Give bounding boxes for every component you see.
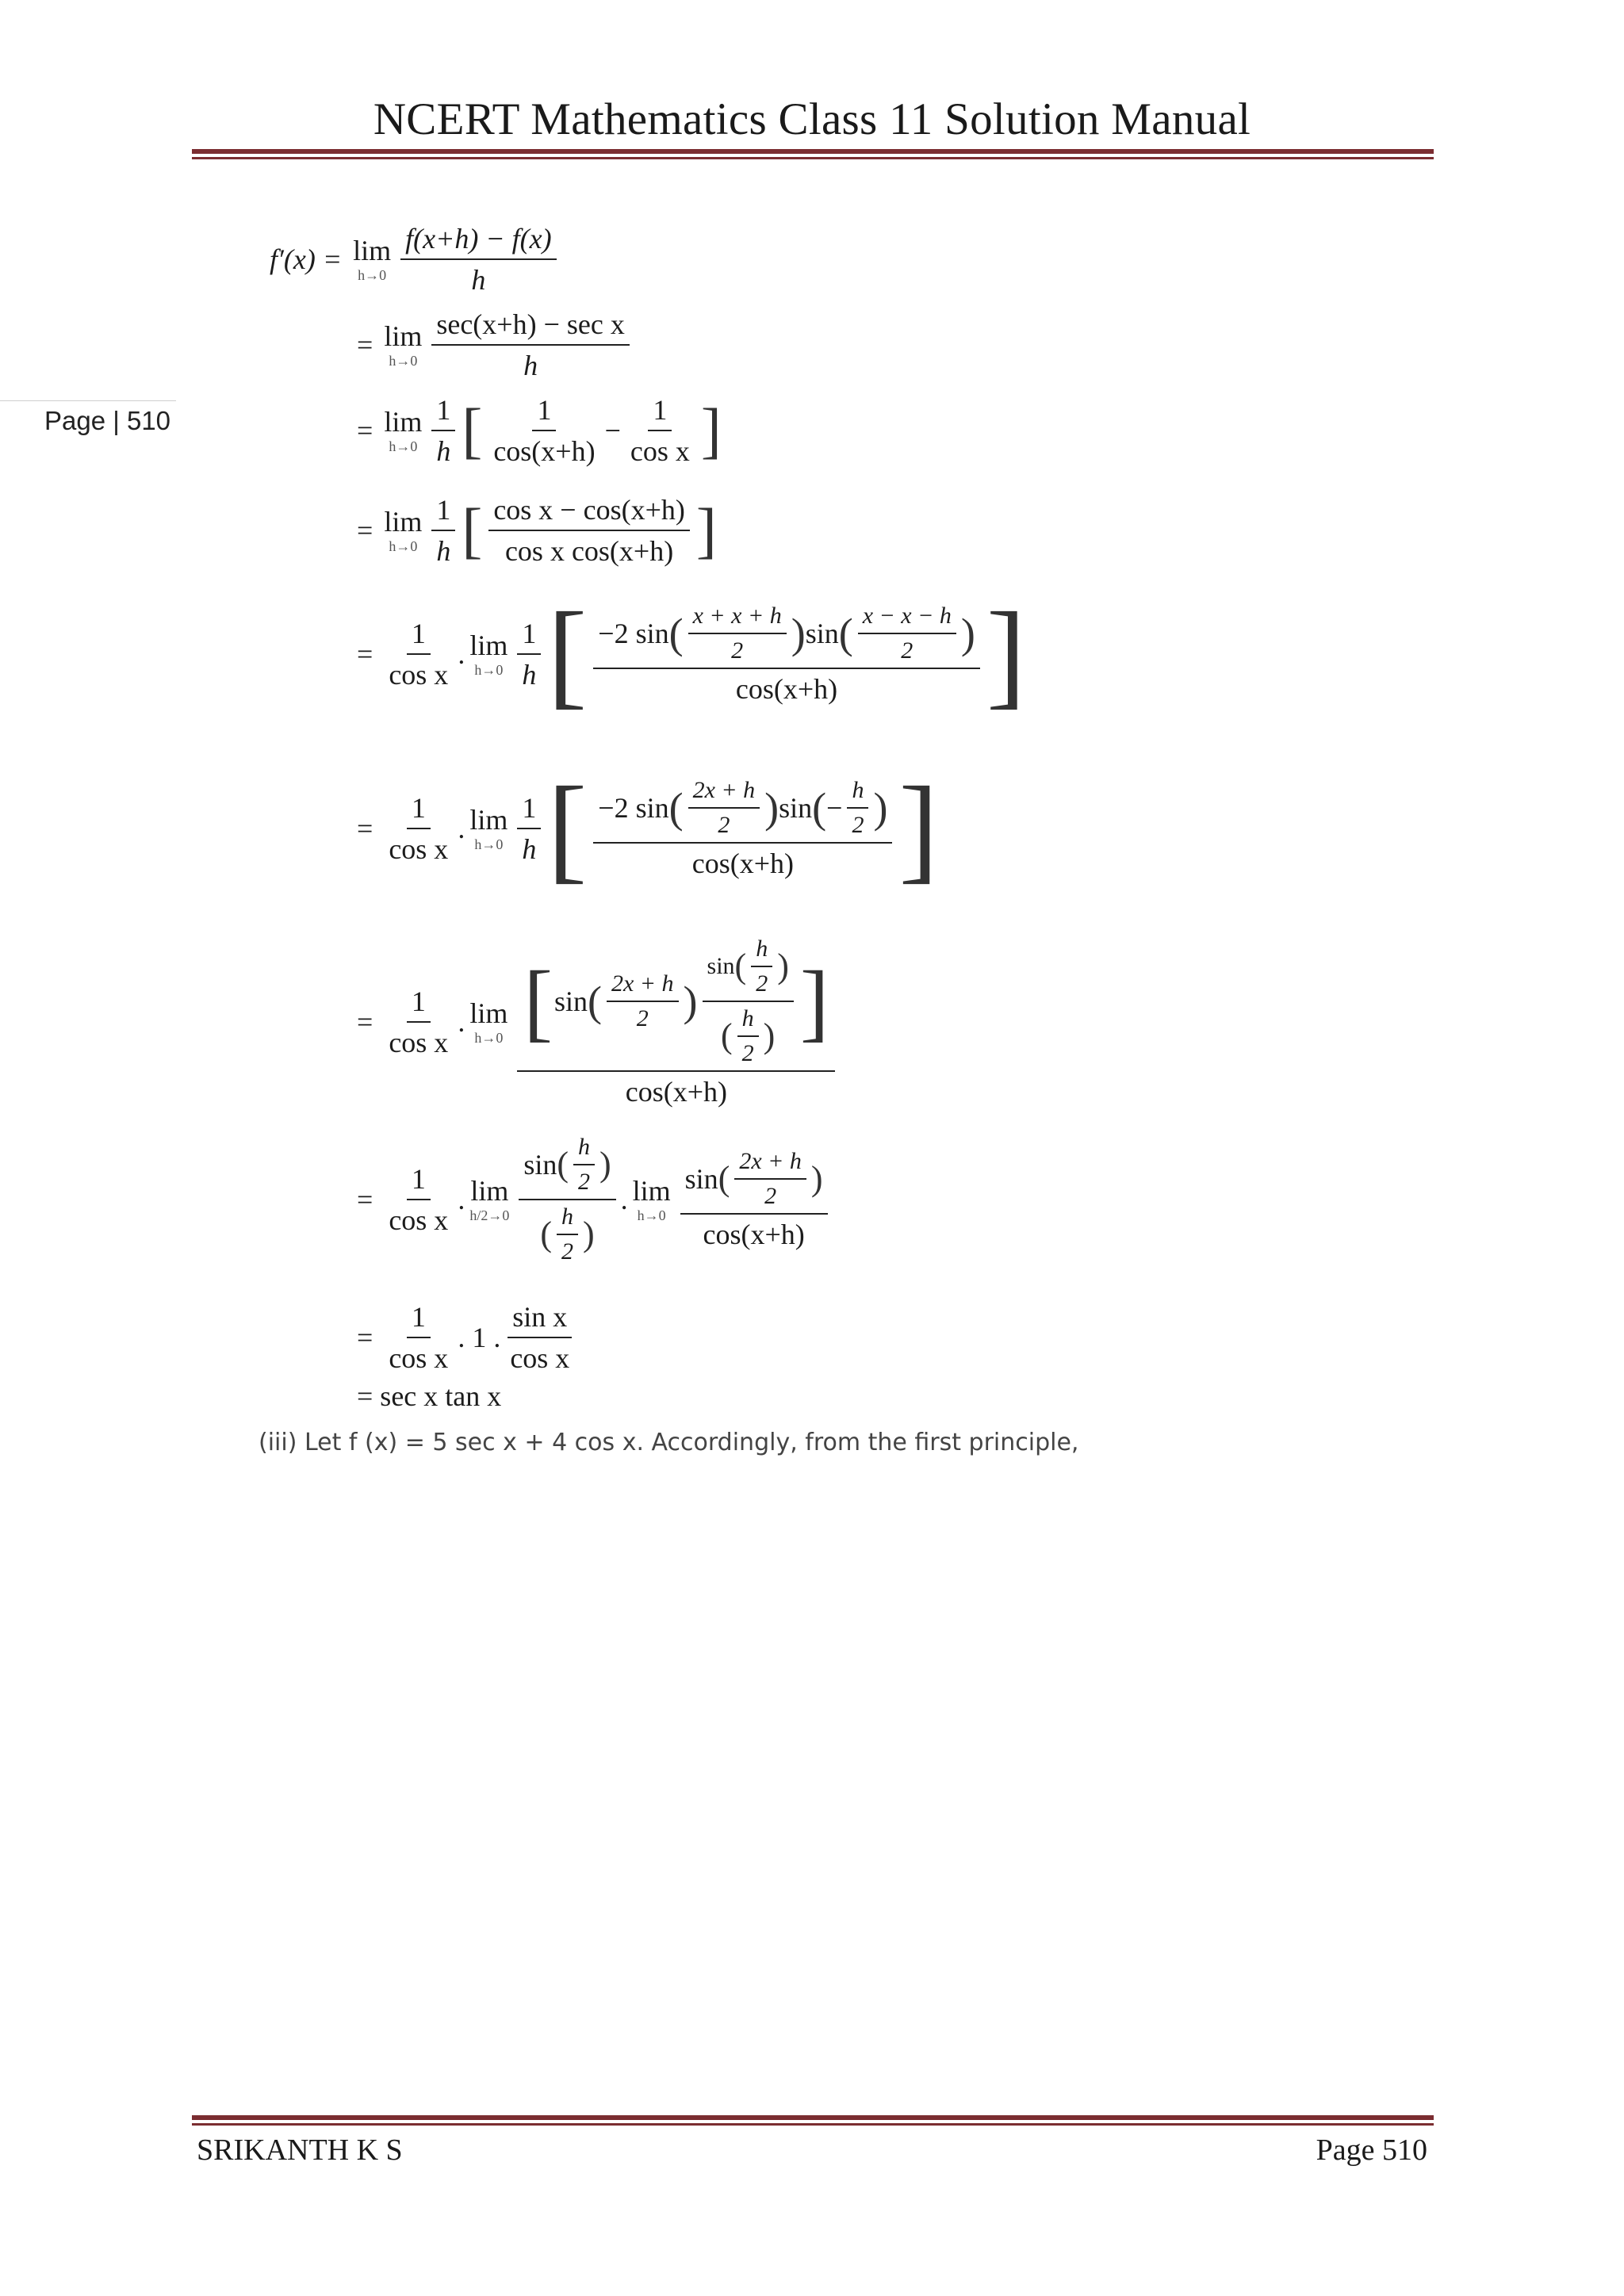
equals-sign: = — [357, 813, 373, 844]
numerator: 1 — [431, 393, 455, 431]
numerator: h — [751, 936, 772, 967]
lim-sub: h→0 — [389, 538, 418, 554]
numerator: 2x + h — [688, 777, 760, 809]
lim-sub: h→0 — [474, 662, 504, 678]
denominator: h — [436, 535, 451, 567]
lim-sub: h→0 — [389, 438, 418, 454]
derivation-line-8 — [357, 1134, 833, 1265]
derivation-line-10 — [357, 1380, 501, 1413]
one-over-h — [517, 791, 541, 866]
denominator: cos(x+h) — [691, 848, 794, 879]
limit-operator — [353, 236, 391, 282]
denominator: cos(x+h) — [703, 1219, 805, 1250]
limit-operator — [469, 806, 508, 851]
sin: sin — [684, 1163, 718, 1195]
fraction — [751, 936, 772, 997]
numerator: h — [557, 1203, 578, 1235]
numerator: −2 sin ( $\frac{2x + h}{2}$ ) sin ( − $\frac{h}{2}$ ) — [593, 777, 892, 844]
lim-text: lim — [469, 804, 508, 836]
numerator: sec(x+h) − sec x — [431, 308, 630, 346]
denominator: 2 — [578, 1169, 590, 1195]
derivative-lhs: f′(x) = — [270, 243, 343, 275]
numerator: 1 — [517, 791, 541, 829]
fraction — [858, 603, 956, 664]
derivation-line-4: = lim h→0 $\frac{1}{h}$ [ $\frac{\text{cos x − cos(x+h)}}{\text{cos x cos(x+h)}}$ ] — [357, 494, 717, 567]
denominator: 2 — [741, 1040, 754, 1066]
denominator: cos x — [630, 435, 690, 467]
numerator: cos x − cos(x+h) — [488, 493, 690, 531]
numerator: h — [847, 777, 868, 809]
minus-sign: − — [604, 415, 621, 446]
equals-sign: = — [357, 1322, 373, 1353]
limit-operator — [469, 631, 508, 677]
derivation-line-9 — [357, 1300, 579, 1375]
numerator: 1 — [407, 1162, 431, 1200]
one-over-cos — [384, 1162, 453, 1237]
fraction — [688, 777, 760, 839]
lim-text: lim — [632, 1175, 671, 1207]
equals-sign: = — [357, 329, 373, 361]
denominator: 2 — [731, 637, 744, 664]
sin: sin — [523, 1149, 557, 1181]
equals-sign: = — [357, 1184, 373, 1215]
fraction — [573, 1134, 595, 1196]
one-over-cos — [384, 1300, 453, 1375]
lim-text: lim — [353, 235, 392, 266]
denominator: h — [523, 350, 538, 381]
lim-sub: h→0 — [358, 267, 387, 283]
derivation-line-7 — [357, 936, 840, 1108]
side-tag-divider — [0, 400, 176, 401]
numerator: 1 — [532, 393, 556, 431]
page-header-title: NCERT Mathematics Class 11 Solution Manual — [373, 94, 1251, 144]
minus-sign: − — [826, 792, 843, 824]
denominator: cos x — [510, 1342, 570, 1374]
one-over-h — [517, 617, 541, 691]
lim-text: lim — [384, 320, 423, 352]
fraction — [519, 1134, 615, 1265]
numerator: 2x + h — [734, 1148, 806, 1180]
lim-sub: h→0 — [474, 836, 504, 852]
limit-operator — [384, 322, 422, 368]
numerator: −2 sin ( $\frac{x + x + h}{2}$ ) sin ( $\frac{x - x - h}{2}$ ) — [593, 603, 980, 669]
fraction — [680, 1148, 828, 1251]
denominator: cos x — [389, 1342, 449, 1374]
limit-operator — [633, 1177, 671, 1223]
denominator: cos x — [389, 833, 449, 865]
numerator: sin x — [508, 1300, 572, 1338]
denominator: cos(x+h) — [493, 435, 596, 467]
numerator: f(x+h) − f(x) — [400, 222, 557, 260]
denominator: 2 — [764, 1183, 777, 1209]
footer-rule-thin — [192, 2123, 1434, 2126]
dot: . — [458, 638, 465, 670]
lim-sub: h→0 — [389, 353, 418, 369]
denominator: ( $\frac{h}{2}$ ) — [540, 1203, 595, 1265]
denominator: cos x — [389, 1204, 449, 1236]
times-one: . 1 . — [458, 1322, 501, 1353]
numerator: sin ( $\frac{h}{2}$ ) — [703, 936, 794, 1002]
one-over-h — [431, 493, 455, 568]
lim-text: lim — [469, 629, 508, 661]
derivation-line-2 — [357, 308, 634, 382]
neg-two-sin: −2 sin — [598, 792, 669, 824]
denominator: ( $\frac{h}{2}$ ) — [721, 1005, 776, 1066]
numerator: 2x + h — [607, 970, 679, 1002]
dot: . — [458, 813, 465, 844]
neg-two-sin: −2 sin — [598, 618, 669, 649]
limit-operator — [384, 408, 422, 453]
dot: . — [458, 1184, 465, 1215]
sin: sin — [707, 953, 735, 979]
one-over-cos — [384, 617, 453, 691]
fraction — [593, 603, 980, 706]
numerator: x − x − h — [858, 603, 956, 634]
lim-text: lim — [470, 1175, 509, 1207]
numerator: sin ( $\frac{h}{2}$ ) — [519, 1134, 615, 1200]
numerator: 1 — [648, 393, 672, 431]
fraction — [557, 1203, 578, 1265]
denominator: 2 — [636, 1005, 649, 1031]
numerator: h — [573, 1134, 595, 1165]
fraction — [505, 1300, 574, 1375]
lim-sub: h→0 — [474, 1030, 504, 1046]
lim-text: lim — [384, 406, 423, 438]
side-page-tag: Page | 510 — [44, 406, 171, 435]
limit-operator — [384, 507, 422, 553]
fraction — [847, 777, 868, 839]
denominator: 2 — [718, 812, 730, 838]
derivation-line-5: = $\frac{1}{\text{cos x}}$ . lim h→0 $\frac{1}{h}$ [ −2 sin ( $\frac{x + x + h}{2}$ ) sin ( $\frac{x - x - h}{2}$ ) cos(x+h) ] — [357, 588, 1026, 720]
fraction — [607, 970, 679, 1032]
numerator: 1 — [517, 617, 541, 655]
footer-author: SRIKANTH K S — [197, 2133, 403, 2167]
fraction — [734, 1148, 806, 1210]
denominator: cos(x+h) — [625, 1076, 728, 1108]
problem-statement: (iii) Let f (x) = 5 sec x + 4 cos x. Accordingly, from the first principle, — [259, 1429, 1079, 1456]
denominator: 2 — [561, 1238, 573, 1265]
denominator: cos(x+h) — [735, 673, 838, 705]
lim-text: lim — [469, 997, 508, 1029]
denominator: 2 — [901, 637, 914, 664]
numerator: h — [737, 1005, 759, 1037]
denominator: cos x — [389, 659, 449, 691]
numerator: sin ( $\frac{2x + h}{2}$ ) — [680, 1148, 828, 1215]
limit-operator — [469, 1177, 509, 1223]
equals-sign: = — [357, 638, 373, 670]
limit-operator — [469, 999, 508, 1045]
fraction — [431, 308, 630, 382]
dot: . — [620, 1184, 628, 1215]
denominator: cos x cos(x+h) — [504, 535, 674, 567]
one-over-h — [431, 393, 455, 468]
numerator: 1 — [407, 617, 431, 655]
numerator: 1 — [407, 1300, 431, 1338]
derivation-line-6: = $\frac{1}{\text{cos x}}$ . lim h→0 $\frac{1}{h}$ [ −2 sin ( $\frac{2x + h}{2}$ ) sin ( − $\frac{h}{2}$ ) cos(x+h) ] — [357, 763, 939, 894]
numerator: [ sin ( $\frac{2x + h}{2}$ ) sin ( $\frac{h}{2}$ ) ( $\frac{h}{2}$ ) ] — [517, 936, 835, 1072]
equals-sign: = — [357, 415, 373, 446]
lim-sub: h→0 — [637, 1207, 666, 1223]
fraction — [703, 936, 794, 1067]
denominator: 2 — [852, 812, 864, 838]
equals-sign: = — [357, 515, 373, 546]
fraction — [400, 222, 557, 297]
fraction — [593, 777, 892, 880]
fraction — [517, 936, 835, 1108]
lim-text: lim — [384, 506, 423, 538]
denominator: 2 — [756, 970, 768, 997]
header-rule — [192, 149, 1434, 154]
sin: sin — [779, 792, 813, 824]
fraction — [488, 493, 690, 568]
fraction — [737, 1005, 759, 1067]
numerator: 1 — [407, 985, 431, 1023]
fraction — [626, 393, 695, 468]
lim-sub: h/2→0 — [469, 1207, 510, 1223]
numerator: x + x + h — [688, 603, 787, 634]
sin: sin — [805, 618, 839, 649]
denominator: h — [522, 659, 537, 691]
header-rule-thin — [192, 157, 1434, 159]
numerator: 1 — [407, 791, 431, 829]
fraction — [688, 603, 787, 664]
footer-rule — [192, 2115, 1434, 2120]
fraction — [488, 393, 599, 468]
denominator: h — [522, 833, 537, 865]
footer-page-number: Page 510 — [1316, 2133, 1427, 2167]
dot: . — [458, 1006, 465, 1038]
denominator: cos x — [389, 1027, 449, 1058]
one-over-cos — [384, 791, 453, 866]
derivation-line-3: = lim h→0 $\frac{1}{h}$ [ $\frac{1}{\cos(x+h)}$ − $\frac{1}{\text{cos x}}$ ] — [357, 394, 722, 467]
one-over-cos — [384, 985, 453, 1059]
denominator: h — [471, 264, 486, 296]
denominator: h — [436, 435, 451, 467]
equals-sign: = — [357, 1006, 373, 1038]
final-result: = sec x tan x — [357, 1380, 502, 1412]
derivation-line-1 — [270, 222, 561, 297]
sin: sin — [553, 985, 588, 1017]
numerator: 1 — [431, 493, 455, 531]
